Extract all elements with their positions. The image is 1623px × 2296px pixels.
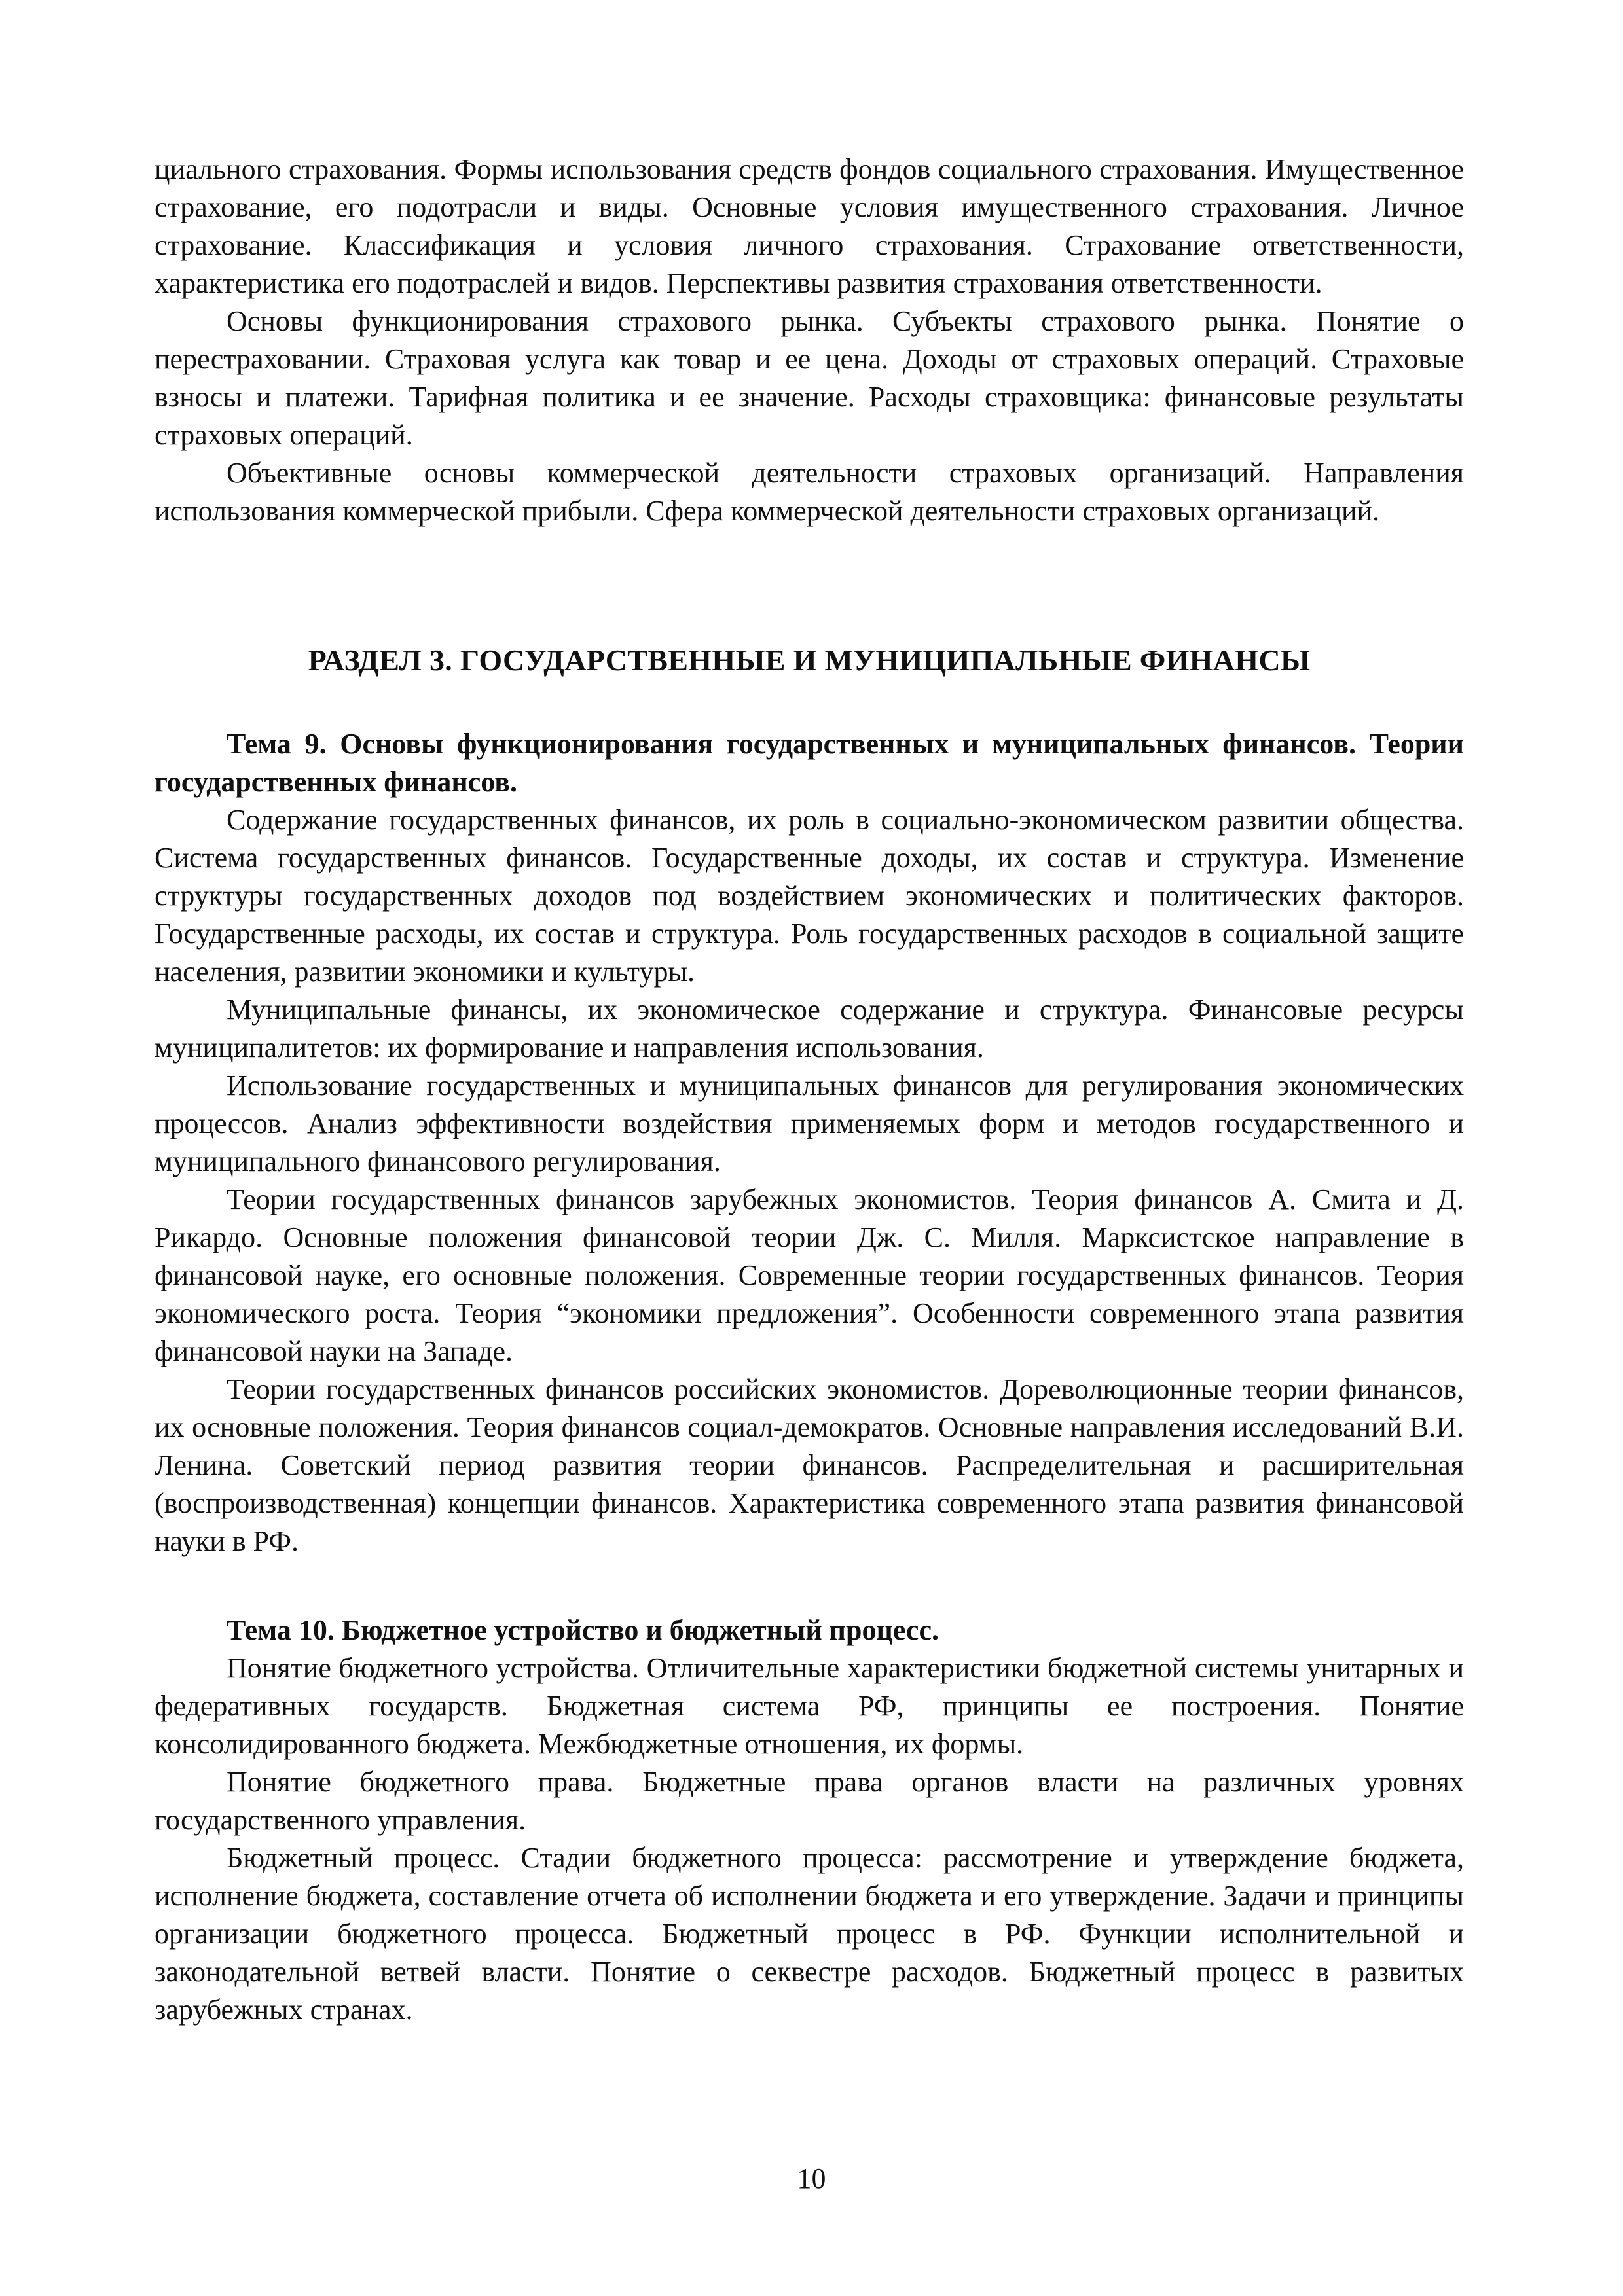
document-page <box>155 151 1464 2245</box>
section-title: РАЗДЕЛ 3. ГОСУДАРСТВЕННЫЕ И МУНИЦИПАЛЬНЫЕ ФИНАНСЫ <box>308 643 1311 677</box>
theme-10-paragraph: Понятие бюджетного права. Бюджетные права органов власти на различных уровнях государственного управления. <box>155 1766 1464 1836</box>
intro-paragraph: Объективные основы коммерческой деятельности страховых организаций. Направления использования коммерческой прибыли. Сфера коммерческой деятельности страховых организаций. <box>155 457 1464 527</box>
theme-9-paragraph: Использование государственных и муниципальных финансов для регулирования экономических процессов. Анализ эффективности воздействия применяемых форм и методов государственного и муниципального финансового регулирования. <box>155 1069 1464 1177</box>
theme-9-paragraph: Теории государственных финансов зарубежных экономистов. Теория финансов А. Смита и Д. Рикардо. Основные положения финансовой теории Дж. С. Милля. Марксистское направление в финансовой науке, его основные положения. Современные теории государственных финансов. Теория экономического роста. Теория “экономики предложения”. Особенности современного этапа развития финансовой науки на Западе. <box>155 1183 1464 1367</box>
intro-paragraph: Основы функционирования страхового рынка. Субъекты страхового рынка. Понятие о перестраховании. Страховая услуга как товар и ее цена. Доходы от страховых операций. Страховые взносы и платежи. Тарифная политика и ее значение. Расходы страховщика: финансовые результаты страховых операций. <box>155 305 1464 451</box>
page-number: 10 <box>797 2162 826 2195</box>
theme-9-paragraph: Содержание государственных финансов, их роль в социально-экономическом развитии общества. Система государственных финансов. Государственные доходы, их состав и структура. Изменение структуры государственных доходов под воздействием экономических и политических факторов. Государственные расходы, их состав и структура. Роль государственных расходов в социальной защите населения, развитии экономики и культуры. <box>155 804 1464 988</box>
theme-9-title: Тема 9. Основы функционирования государственных и муниципальных финансов. Теории государственных финансов. <box>155 728 1464 798</box>
theme-10-title: Тема 10. Бюджетное устройство и бюджетный процесс. <box>227 1614 939 1646</box>
theme-9-paragraph: Муниципальные финансы, их экономическое содержание и структура. Финансовые ресурсы муниципалитетов: их формирование и направления использования. <box>155 994 1464 1064</box>
theme-9-paragraph: Теории государственных финансов российских экономистов. Дореволюционные теории финансов, их основные положения. Теория финансов социал-демократов. Основные направления исследований В.И. Ленина. Советский период развития теории финансов. Распределительная и расширительная (воспроизводственная) концепции финансов. Характеристика современного этапа развития финансовой науки в РФ. <box>155 1373 1464 1557</box>
theme-10-paragraph: Бюджетный процесс. Стадии бюджетного процесса: рассмотрение и утверждение бюджета, исполнение бюджета, составление отчета об исполнении бюджета и его утверждение. Задачи и принципы организации бюджетного процесса. Бюджетный процесс в РФ. Функции исполнительной и законодательной ветвей власти. Понятие о секвестре расходов. Бюджетный процесс в развитых зарубежных странах. <box>155 1842 1464 2026</box>
theme-10-paragraph: Понятие бюджетного устройства. Отличительные характеристики бюджетной системы унитарных и федеративных государств. Бюджетная система РФ, принципы ее построения. Понятие консолидированного бюджета. Межбюджетные отношения, их формы. <box>155 1652 1464 1760</box>
intro-paragraph: циального страхования. Формы использования средств фондов социального страхования. Имущественное страхование, его подотрасли и виды. Основные условия имущественного страхования. Личное страхование. Классификация и условия личного страхования. Страхование ответственности, характеристика его подотраслей и видов. Перспективы развития страхования ответственности. <box>155 153 1464 299</box>
